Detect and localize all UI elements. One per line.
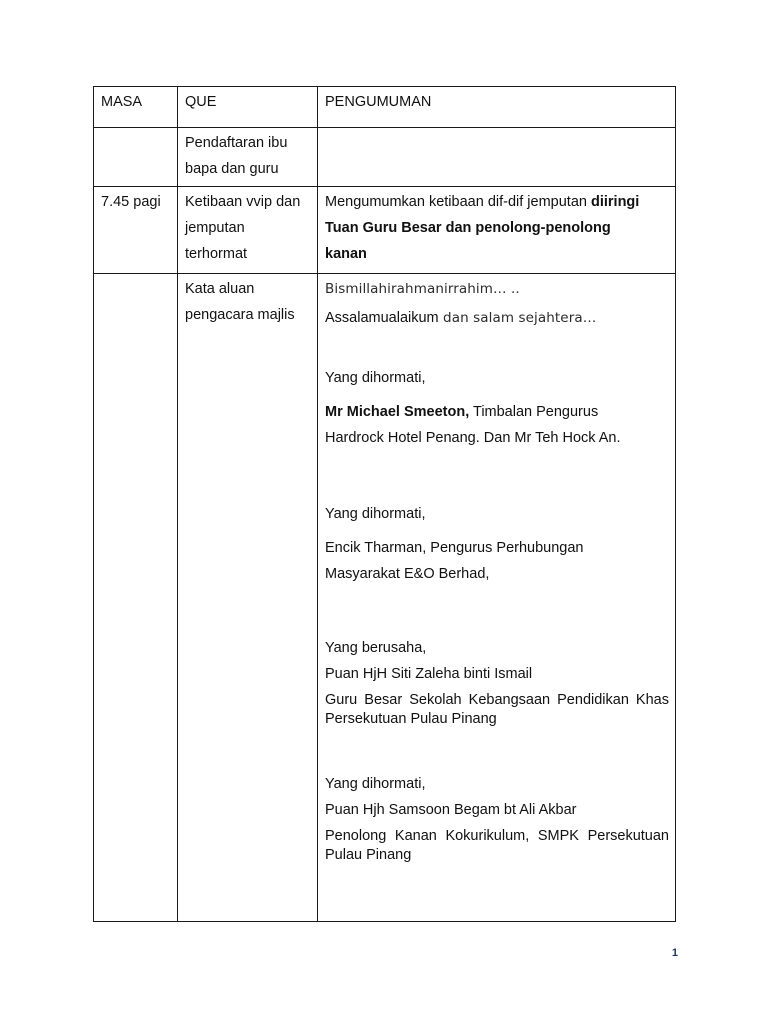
header-masa: MASA xyxy=(94,87,178,128)
cell-que: Pendaftaran ibu bapa dan guru xyxy=(178,128,318,187)
cell-que: Kata aluan pengacara majlis xyxy=(178,274,318,922)
dignitary-3-title: Guru Besar Sekolah Kebangsaan Pendidikan Khas Persekutuan Pulau Pinang xyxy=(325,692,669,727)
bismillah-text: Bismillahirahmanirrahim… .. xyxy=(325,281,520,297)
table-row xyxy=(94,274,676,922)
cell-masa xyxy=(94,128,178,187)
dignitary-4-title: Penolong Kanan Kokurikulum, SMPK Persekutuan Pulau Pinang xyxy=(325,828,669,863)
cell-masa xyxy=(94,274,178,922)
table-header-row xyxy=(94,87,676,128)
cell-pengumuman xyxy=(318,128,676,187)
cell-masa: 7.45 pagi xyxy=(94,187,178,274)
header-pengumuman: PENGUMUMAN xyxy=(318,87,676,128)
greeting-2: Yang dihormati, xyxy=(325,506,426,522)
header-que: QUE xyxy=(178,87,318,128)
greeting-4: Yang dihormati, xyxy=(325,776,426,792)
dignitary-3: Puan HjH Siti Zaleha binti Ismail xyxy=(325,666,533,682)
cell-pengumuman: Bismillahirahmanirrahim… .. Assalamualaikum dan salam sejahtera… Yang dihormati, Mr Michael Smeeton, Timbalan Pengurus Hardrock Hotel Penang. Dan Mr Teh Hock An. Yang dihormati, Encik Tharman, Pengurus Perhubungan Masyarakat E&O Berhad, Yang berusaha, Puan HjH Siti Zaleha binti Ismail Guru Besar Sekolah Kebangsaan Pendidikan Khas Persekutuan Pulau Pinang Yang dihormati, Puan Hjh Samsoon Begam bt Ali Akbar Penolong Kanan Kokurikulum, SMPK Persekutuan Pulau Pinang xyxy=(318,274,676,922)
dignitary-4: Puan Hjh Samsoon Begam bt Ali Akbar xyxy=(325,802,577,818)
dignitary-2: Encik Tharman, Pengurus Perhubungan xyxy=(325,540,584,556)
cell-que: Ketibaan vvip dan jemputan terhormat xyxy=(178,187,318,274)
greeting-1: Yang dihormati, xyxy=(325,370,426,386)
page-number: 1 xyxy=(671,947,678,959)
salam-text: Assalamualaikum dan salam sejahtera… xyxy=(325,310,597,326)
cell-pengumuman: Mengumumkan ketibaan dif-dif jemputan diiringi Tuan Guru Besar dan penolong-penolong kanan xyxy=(318,187,676,274)
dignitary-1: Mr Michael Smeeton, Timbalan Pengurus xyxy=(325,404,599,420)
table-row xyxy=(94,187,676,274)
event-schedule-table xyxy=(93,86,676,922)
table-row xyxy=(94,128,676,187)
greeting-3: Yang berusaha, xyxy=(325,640,427,656)
